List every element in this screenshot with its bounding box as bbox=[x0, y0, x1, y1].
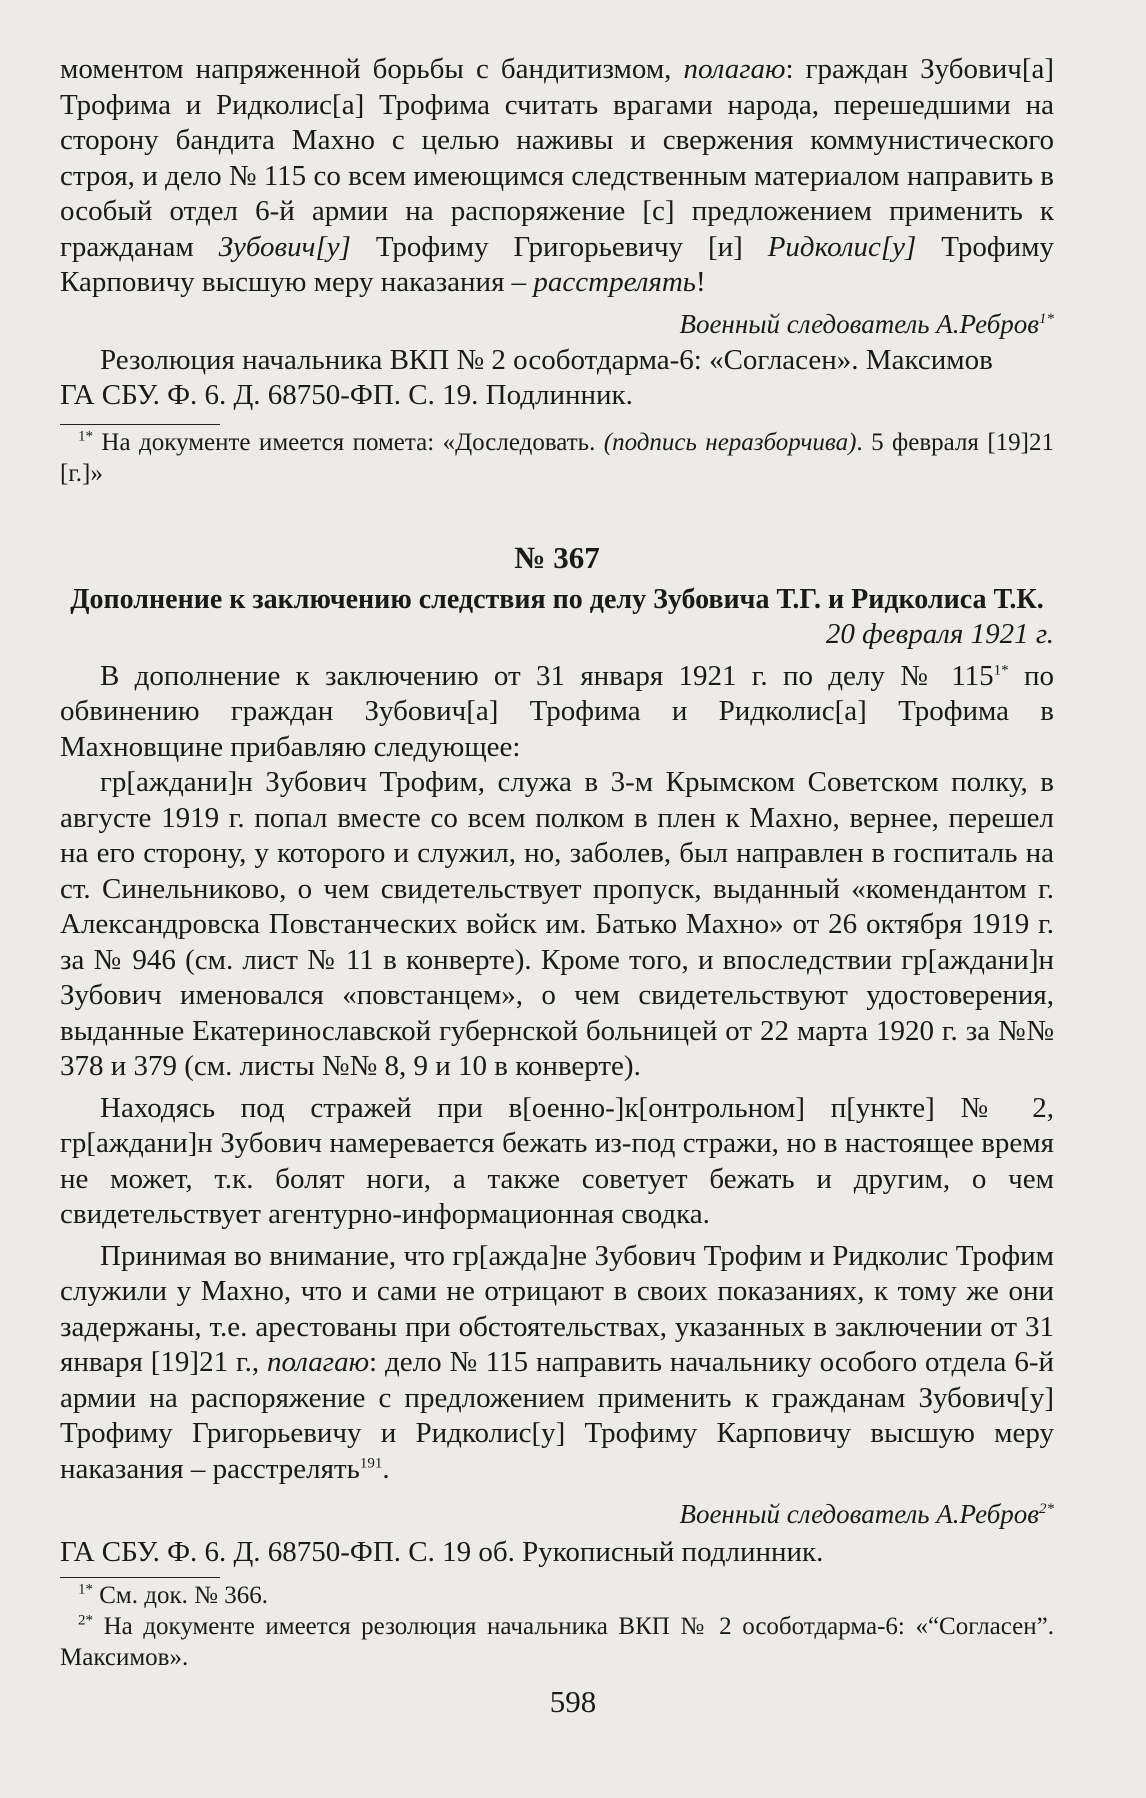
paragraph-2: гр[аждани]н Зубович Трофим, служа в 3-м Крымском Советском полку, в августе 1919 г. попал вместе со всем полком в плен к Махно, вернее, перешел на его сторону, у которого и служил, но, заболев, был направлен в госпиталь на ст. Синельниково, о чем свидетельствует пропуск, выданный «комендантом г. Александровска Повстанческих войск им. Батько Махно» от 26 октября 1919 г. за № 946 (см. лист № 11 в конверте). Кроме того, и впоследствии гр[аждани]н Зубович именовался «повстанцем», о чем свидетельствуют удостоверения, выданные Екатеринославской губернской больницей от 22 марта 1920 г. за №№ 378 и 379 (см. листы №№ 8, 9 и 10 в конверте). bbox=[60, 766, 1054, 1082]
footnote-1: $^{1*}$ См. док. № 366. bbox=[78, 1581, 268, 1609]
resolution: Резолюция начальника ВКП № 2 особотдарма-6: «Согласен». Максимов bbox=[100, 343, 993, 376]
document-signature: Военный следователь А.Ребров$^{2*}$ bbox=[679, 1499, 1054, 1529]
top-signature: Военный следователь А.Ребров$^{1*}$ bbox=[679, 308, 1054, 339]
footnote-2: $^{2*}$ На документе имеется резолюция начальника ВКП № 2 особотдарма-6: «“Согласен”. Максимов». bbox=[60, 1612, 1054, 1671]
document-title: Дополнение к заключению следствия по делу Зубовича Т.Г. и Ридколиса Т.К. bbox=[70, 583, 1044, 615]
document-archive-ref: ГА СБУ. Ф. 6. Д. 68750-ФП. С. 19 об. Рукописный подлинник. bbox=[60, 1536, 824, 1568]
footnote-rule bbox=[60, 1577, 220, 1578]
top-footnote: $^{1*}$ На документе имеется помета: «Доследовать. (подпись неразборчива). 5 февраля [19]21 [г.]» bbox=[60, 428, 1054, 487]
document-number: № 367 bbox=[514, 539, 600, 575]
paragraph-3: Находясь под стражей при в[оенно-]к[онтрольном] п[ункте] № 2, гр[аждани]н Зубович намеревается бежать из-под стражи, но в настоящее время не может, т.к. болят ноги, а также советует бежать и другим, о чем свидетельствует агентурно-информационная сводка. bbox=[60, 1091, 1054, 1230]
paragraph-4: Принимая во внимание, что гр[ажда]не Зубович Трофим и Ридколис Трофим служили у Махно, что и сами не отрицают в своих показаниях, к тому же они задержаны, т.е. арестованы при обстоятельствах, указанных в заключении от 31 января [19]21 г., полагаю: дело № 115 направить начальнику особого отдела 6-й армии на распоряжение с предложением применить к гражданам Зубович[у] Трофиму Григорьевичу и Ридколис[у] Трофиму Карповичу высшую меру наказания – расстрелять$^{191}$. bbox=[60, 1239, 1054, 1485]
top-archive-ref: ГА СБУ. Ф. 6. Д. 68750-ФП. С. 19. Подлинник. bbox=[60, 379, 633, 411]
footnote-rule bbox=[60, 424, 220, 425]
paragraph-1: В дополнение к заключению от 31 января 1921 г. по делу № $115^{1*}$ по обвинению граждан Зубович[а] Трофима и Ридколис[а] Трофима в Махновщине прибавляю следующее: bbox=[60, 659, 1054, 763]
top-paragraph: моментом напряженной борьбы с бандитизмом, полагаю: граждан Зубович[а] Трофима и Ридколис[а] Трофима считать врагами народа, перешедшими на сторону бандита Махно с целью наживы и свержения коммунистического строя, и дело № 115 со всем имеющимся следственным материалом направить в особый отдел 6-й армии на распоряжение [с] предложением применить к гражданам Зубович[у] Трофиму Григорьевичу [и] Ридколис[у] Трофиму Карповичу высшую меру наказания – расстрелять! bbox=[60, 53, 1055, 298]
document-date: 20 февраля 1921 г. bbox=[825, 617, 1054, 650]
page-number: 598 bbox=[549, 1684, 597, 1719]
